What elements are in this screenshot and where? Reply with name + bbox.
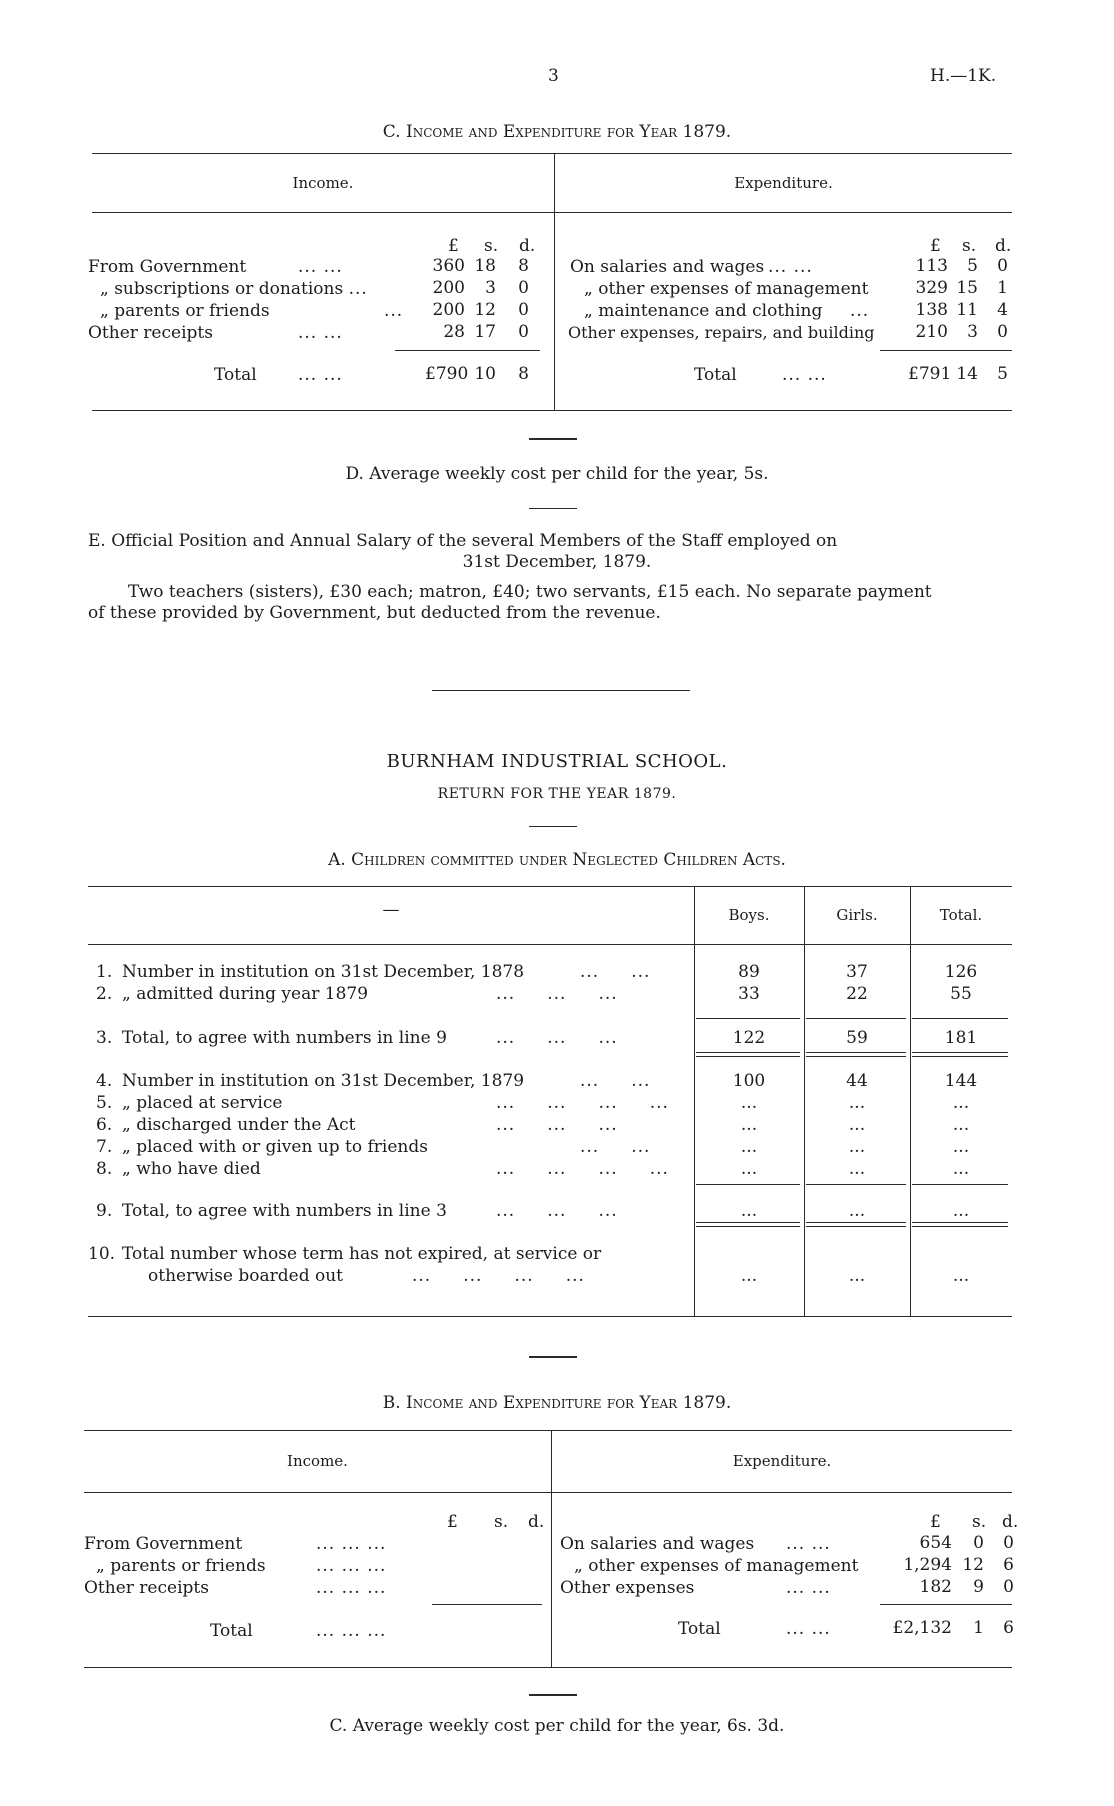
income-total-pence: 8 (518, 364, 529, 384)
page-reference: H.—1K. (930, 66, 997, 86)
table-rule (92, 410, 1012, 411)
sum-rule (880, 350, 1012, 351)
shilling-heading: s. (484, 236, 499, 256)
pounds-value: 360 (432, 256, 465, 276)
row-label: Number in institution on 31st December, 1878 (122, 962, 525, 982)
girls-value: ... (848, 1201, 866, 1221)
girls-value: ... (848, 1159, 866, 1179)
pounds-value: 1,294 (903, 1555, 952, 1575)
total-value: 55 (950, 984, 972, 1004)
separator (529, 826, 577, 827)
table-rule (84, 1492, 1012, 1493)
boys-value: 33 (738, 984, 760, 1004)
section-e-body: Two teachers (sisters), £30 each; matron, £40; two servants, £15 each. No separate payment (128, 582, 932, 602)
col-total: Total. (939, 906, 983, 924)
girls-value: 37 (846, 962, 868, 982)
expenditure-total-pence: 6 (1003, 1618, 1014, 1638)
boys-value: ... (740, 1266, 758, 1286)
return-subtitle: RETURN FOR THE YEAR 1879. (437, 786, 677, 802)
row-number: 1. (96, 962, 113, 982)
section-b-title: B. Income and Expenditure for Year 1879. (382, 1393, 732, 1413)
total-label: Total (210, 1621, 253, 1641)
leader-dots: ... ... (298, 257, 343, 277)
shillings-value: 3 (967, 322, 978, 342)
table-rule (92, 153, 1012, 154)
boys-value: ... (740, 1137, 758, 1157)
pounds-value: 138 (915, 300, 948, 320)
pounds-value: 182 (919, 1577, 952, 1597)
row-number: 6. (96, 1115, 113, 1135)
row-number: 3. (96, 1028, 113, 1048)
row-label: „ parents or friends (96, 1556, 266, 1576)
leader-dots: ... ... ... (496, 984, 618, 1004)
row-number: 9. (96, 1201, 113, 1221)
section-separator (432, 690, 690, 691)
girls-value: 59 (846, 1028, 868, 1048)
cell-rule (912, 1226, 1008, 1227)
cell-rule (912, 1184, 1008, 1185)
page-number: 3 (548, 66, 559, 86)
leader-dots: ... ... (786, 1578, 831, 1598)
boys-value: 100 (732, 1071, 766, 1091)
table-rule (88, 944, 1012, 945)
row-label: „ placed at service (122, 1093, 283, 1113)
leader-dots: ... ... (786, 1534, 831, 1554)
row-number: 10. (88, 1244, 116, 1264)
boys-value: 89 (738, 962, 760, 982)
row-label: Total number whose term has not expired, at service or (122, 1244, 602, 1264)
expenditure-row (584, 300, 870, 322)
expenditure-row (560, 1533, 831, 1555)
cell-rule (696, 1222, 800, 1223)
row-number: 8. (96, 1159, 113, 1179)
pounds-value: 329 (915, 278, 948, 298)
section-e-heading: E. Official Position and Annual Salary of the several Members of the Staff employed on (88, 531, 838, 551)
boys-value: ... (740, 1115, 758, 1135)
total-label: Total (694, 365, 737, 385)
row-number: 2. (96, 984, 113, 1004)
row-label: „ other expenses of management (584, 279, 869, 299)
pence-value: 1 (997, 278, 1008, 298)
girls-value: 44 (846, 1071, 868, 1091)
section-e-date: 31st December, 1879. (462, 552, 652, 572)
row-label: Total, to agree with numbers in line 3 (122, 1201, 447, 1221)
total-value: 181 (944, 1028, 978, 1048)
sum-rule (880, 1604, 1012, 1605)
pounds-value: 113 (915, 256, 948, 276)
row-label: On salaries and wages (570, 257, 765, 277)
row-label: On salaries and wages (560, 1534, 755, 1554)
leader-dots: ... ... (580, 1137, 651, 1157)
cell-rule (806, 1052, 906, 1053)
table-rule (84, 1667, 1012, 1668)
pounds-value: 28 (443, 322, 465, 342)
shillings-value: 12 (962, 1555, 984, 1575)
cell-rule (806, 1222, 906, 1223)
row-label: „ maintenance and clothing (584, 301, 823, 321)
leader-dots: ... ... (768, 257, 813, 277)
cell-rule (806, 1056, 906, 1057)
girls-value: 22 (846, 984, 868, 1004)
table-divider (554, 154, 555, 410)
cell-rule (912, 1056, 1008, 1057)
table-rule (84, 1430, 1012, 1431)
row-label: „ placed with or given up to friends (122, 1137, 428, 1157)
leader-dots: ... ... (580, 1071, 651, 1091)
boys-value: ... (740, 1159, 758, 1179)
income-total-pounds: £790 (425, 364, 469, 384)
leader-dots: ... ... ... (496, 1028, 618, 1048)
row-number: 5. (96, 1093, 113, 1113)
girls-value: ... (848, 1137, 866, 1157)
cell-rule (806, 1018, 906, 1019)
row-label: „ parents or friends (100, 301, 270, 321)
leader-dots: ... (850, 301, 870, 321)
girls-value: ... (848, 1266, 866, 1286)
leader-dots: ... (384, 301, 404, 321)
income-row (96, 1555, 387, 1577)
section-d-text: D. Average weekly cost per child for the year, 5s. (345, 464, 769, 484)
boys-value: 122 (732, 1028, 766, 1048)
shilling-heading: s. (494, 1512, 509, 1532)
total-label: Total (678, 1619, 721, 1639)
row-number: 4. (96, 1071, 113, 1091)
income-row (88, 322, 343, 344)
expenditure-row (570, 256, 813, 278)
girls-value: ... (848, 1115, 866, 1135)
income-total-shillings: 10 (474, 364, 496, 384)
row-label: „ other expenses of management (574, 1556, 859, 1576)
leader-dots: ... ... ... (316, 1578, 387, 1598)
expenditure-row (568, 322, 875, 344)
section-c-title: C. Income and Expenditure for Year 1879. (382, 122, 732, 142)
expenditure-total-pence: 5 (997, 364, 1008, 384)
leader-dots: ... ... (786, 1619, 831, 1639)
shilling-heading: s. (972, 1512, 987, 1532)
cell-rule (806, 1226, 906, 1227)
cell-rule (912, 1018, 1008, 1019)
shillings-value: 5 (967, 256, 978, 276)
pounds-value: 654 (919, 1533, 952, 1553)
pence-value: 6 (1003, 1555, 1014, 1575)
total-value: ... (952, 1159, 970, 1179)
pence-value: 0 (997, 322, 1008, 342)
leader-dots: ... ... ... (316, 1621, 387, 1641)
sum-rule (395, 350, 540, 351)
expenditure-row (584, 278, 868, 300)
income-row (100, 278, 368, 300)
total-value: ... (952, 1093, 970, 1113)
row-label: „ discharged under the Act (122, 1115, 356, 1135)
girls-value: ... (848, 1093, 866, 1113)
row-label: Other expenses (560, 1578, 695, 1598)
cell-rule (912, 1052, 1008, 1053)
expenditure-total-pounds: £791 (908, 364, 952, 384)
cell-rule (696, 1018, 800, 1019)
row-label: Other receipts (84, 1578, 209, 1598)
income-row (84, 1577, 387, 1599)
total-value: ... (952, 1137, 970, 1157)
cell-rule (912, 1222, 1008, 1223)
expenditure-total-row (678, 1618, 831, 1640)
total-value: 144 (944, 1071, 978, 1091)
row-label: From Government (84, 1534, 243, 1554)
row-label: „ subscriptions or donations (100, 279, 344, 299)
pence-value: 4 (997, 300, 1008, 320)
table-rule (88, 886, 1012, 887)
section-c-average: C. Average weekly cost per child for the year, 6s. 3d. (329, 1716, 785, 1736)
pound-heading: £ (447, 1512, 458, 1532)
shillings-value: 11 (956, 300, 978, 320)
cell-rule (696, 1184, 800, 1185)
separator (529, 1694, 577, 1696)
cell-rule (696, 1226, 800, 1227)
pounds-value: 200 (432, 278, 465, 298)
leader-dots: ... ... (298, 365, 343, 385)
shillings-value: 17 (474, 322, 496, 342)
total-label: Total (214, 365, 257, 385)
boys-value: ... (740, 1093, 758, 1113)
row-label-cont: otherwise boarded out (148, 1266, 344, 1286)
col-girls: Girls. (836, 906, 878, 924)
cell-rule (696, 1052, 800, 1053)
income-row (84, 1533, 387, 1555)
income-heading: Income. (287, 1452, 348, 1470)
pence-value: 8 (518, 256, 529, 276)
row-label: Total, to agree with numbers in line 9 (122, 1028, 447, 1048)
row-label: Other expenses, repairs, and building (568, 323, 875, 342)
expenditure-heading: Expenditure. (732, 1452, 832, 1470)
shilling-heading: s. (962, 236, 977, 256)
total-value: 126 (944, 962, 978, 982)
row-label: Other receipts (88, 323, 213, 343)
row-label: „ who have died (122, 1159, 261, 1179)
pence-value: 0 (997, 256, 1008, 276)
pence-heading: d. (528, 1512, 545, 1532)
pounds-value: 210 (915, 322, 948, 342)
total-value: ... (952, 1115, 970, 1135)
leader-dots: ... ... ... (316, 1556, 387, 1576)
shillings-value: 3 (485, 278, 496, 298)
expenditure-row (560, 1577, 831, 1599)
section-e-body-cont: of these provided by Government, but deducted from the revenue. (88, 603, 661, 623)
leader-dots: ... ... ... ... (496, 1159, 669, 1179)
stub-dash: — (382, 900, 400, 920)
pence-value: 0 (518, 322, 529, 342)
row-number: 7. (96, 1137, 113, 1157)
total-value: ... (952, 1266, 970, 1286)
school-title: BURNHAM INDUSTRIAL SCHOOL. (386, 751, 728, 772)
pounds-value: 200 (432, 300, 465, 320)
table-rule (88, 1316, 1012, 1317)
leader-dots: ... ... (298, 323, 343, 343)
shillings-value: 12 (474, 300, 496, 320)
table-rule (92, 212, 1012, 213)
cell-rule (696, 1056, 800, 1057)
row-label: Number in institution on 31st December, 1879 (122, 1071, 525, 1091)
pence-heading: d. (995, 236, 1012, 256)
leader-dots: ... ... ... (496, 1201, 618, 1221)
shillings-value: 15 (956, 278, 978, 298)
expenditure-total-shillings: 14 (956, 364, 978, 384)
expenditure-total-shillings: 1 (973, 1618, 984, 1638)
pence-value: 0 (518, 300, 529, 320)
income-row (88, 256, 343, 278)
leader-dots: ... (348, 279, 368, 299)
boys-value: ... (740, 1201, 758, 1221)
separator (529, 508, 577, 509)
row-label: „ admitted during year 1879 (122, 984, 369, 1004)
col-boys: Boys. (728, 906, 770, 924)
expenditure-row (574, 1555, 858, 1577)
income-total-row (214, 364, 343, 386)
leader-dots: ... ... ... ... (496, 1093, 669, 1113)
leader-dots: ... ... ... (496, 1115, 618, 1135)
leader-dots: ... ... ... (316, 1534, 387, 1554)
pound-heading: £ (930, 236, 941, 256)
pound-heading: £ (448, 236, 459, 256)
shillings-value: 9 (973, 1577, 984, 1597)
pence-heading: d. (1002, 1512, 1019, 1532)
shillings-value: 0 (973, 1533, 984, 1553)
leader-dots: ... ... (782, 365, 827, 385)
income-row (100, 300, 404, 322)
total-value: ... (952, 1201, 970, 1221)
expenditure-total-pounds: £2,132 (892, 1618, 952, 1638)
leader-dots: ... ... ... ... (412, 1266, 585, 1286)
leader-dots: ... ... (580, 962, 651, 982)
section-a-title: A. Children committed under Neglected Children Acts. (328, 850, 786, 870)
expenditure-total-row (694, 364, 827, 386)
expenditure-heading: Expenditure. (734, 174, 833, 192)
income-heading: Income. (292, 174, 354, 192)
sum-rule (432, 1604, 542, 1605)
pence-value: 0 (1003, 1577, 1014, 1597)
separator (529, 1356, 577, 1358)
pound-heading: £ (930, 1512, 941, 1532)
pence-value: 0 (1003, 1533, 1014, 1553)
income-total-row (210, 1620, 387, 1642)
separator (529, 438, 577, 440)
pence-heading: d. (519, 236, 536, 256)
shillings-value: 18 (474, 256, 496, 276)
cell-rule (806, 1184, 906, 1185)
row-label: From Government (88, 257, 247, 277)
pence-value: 0 (518, 278, 529, 298)
